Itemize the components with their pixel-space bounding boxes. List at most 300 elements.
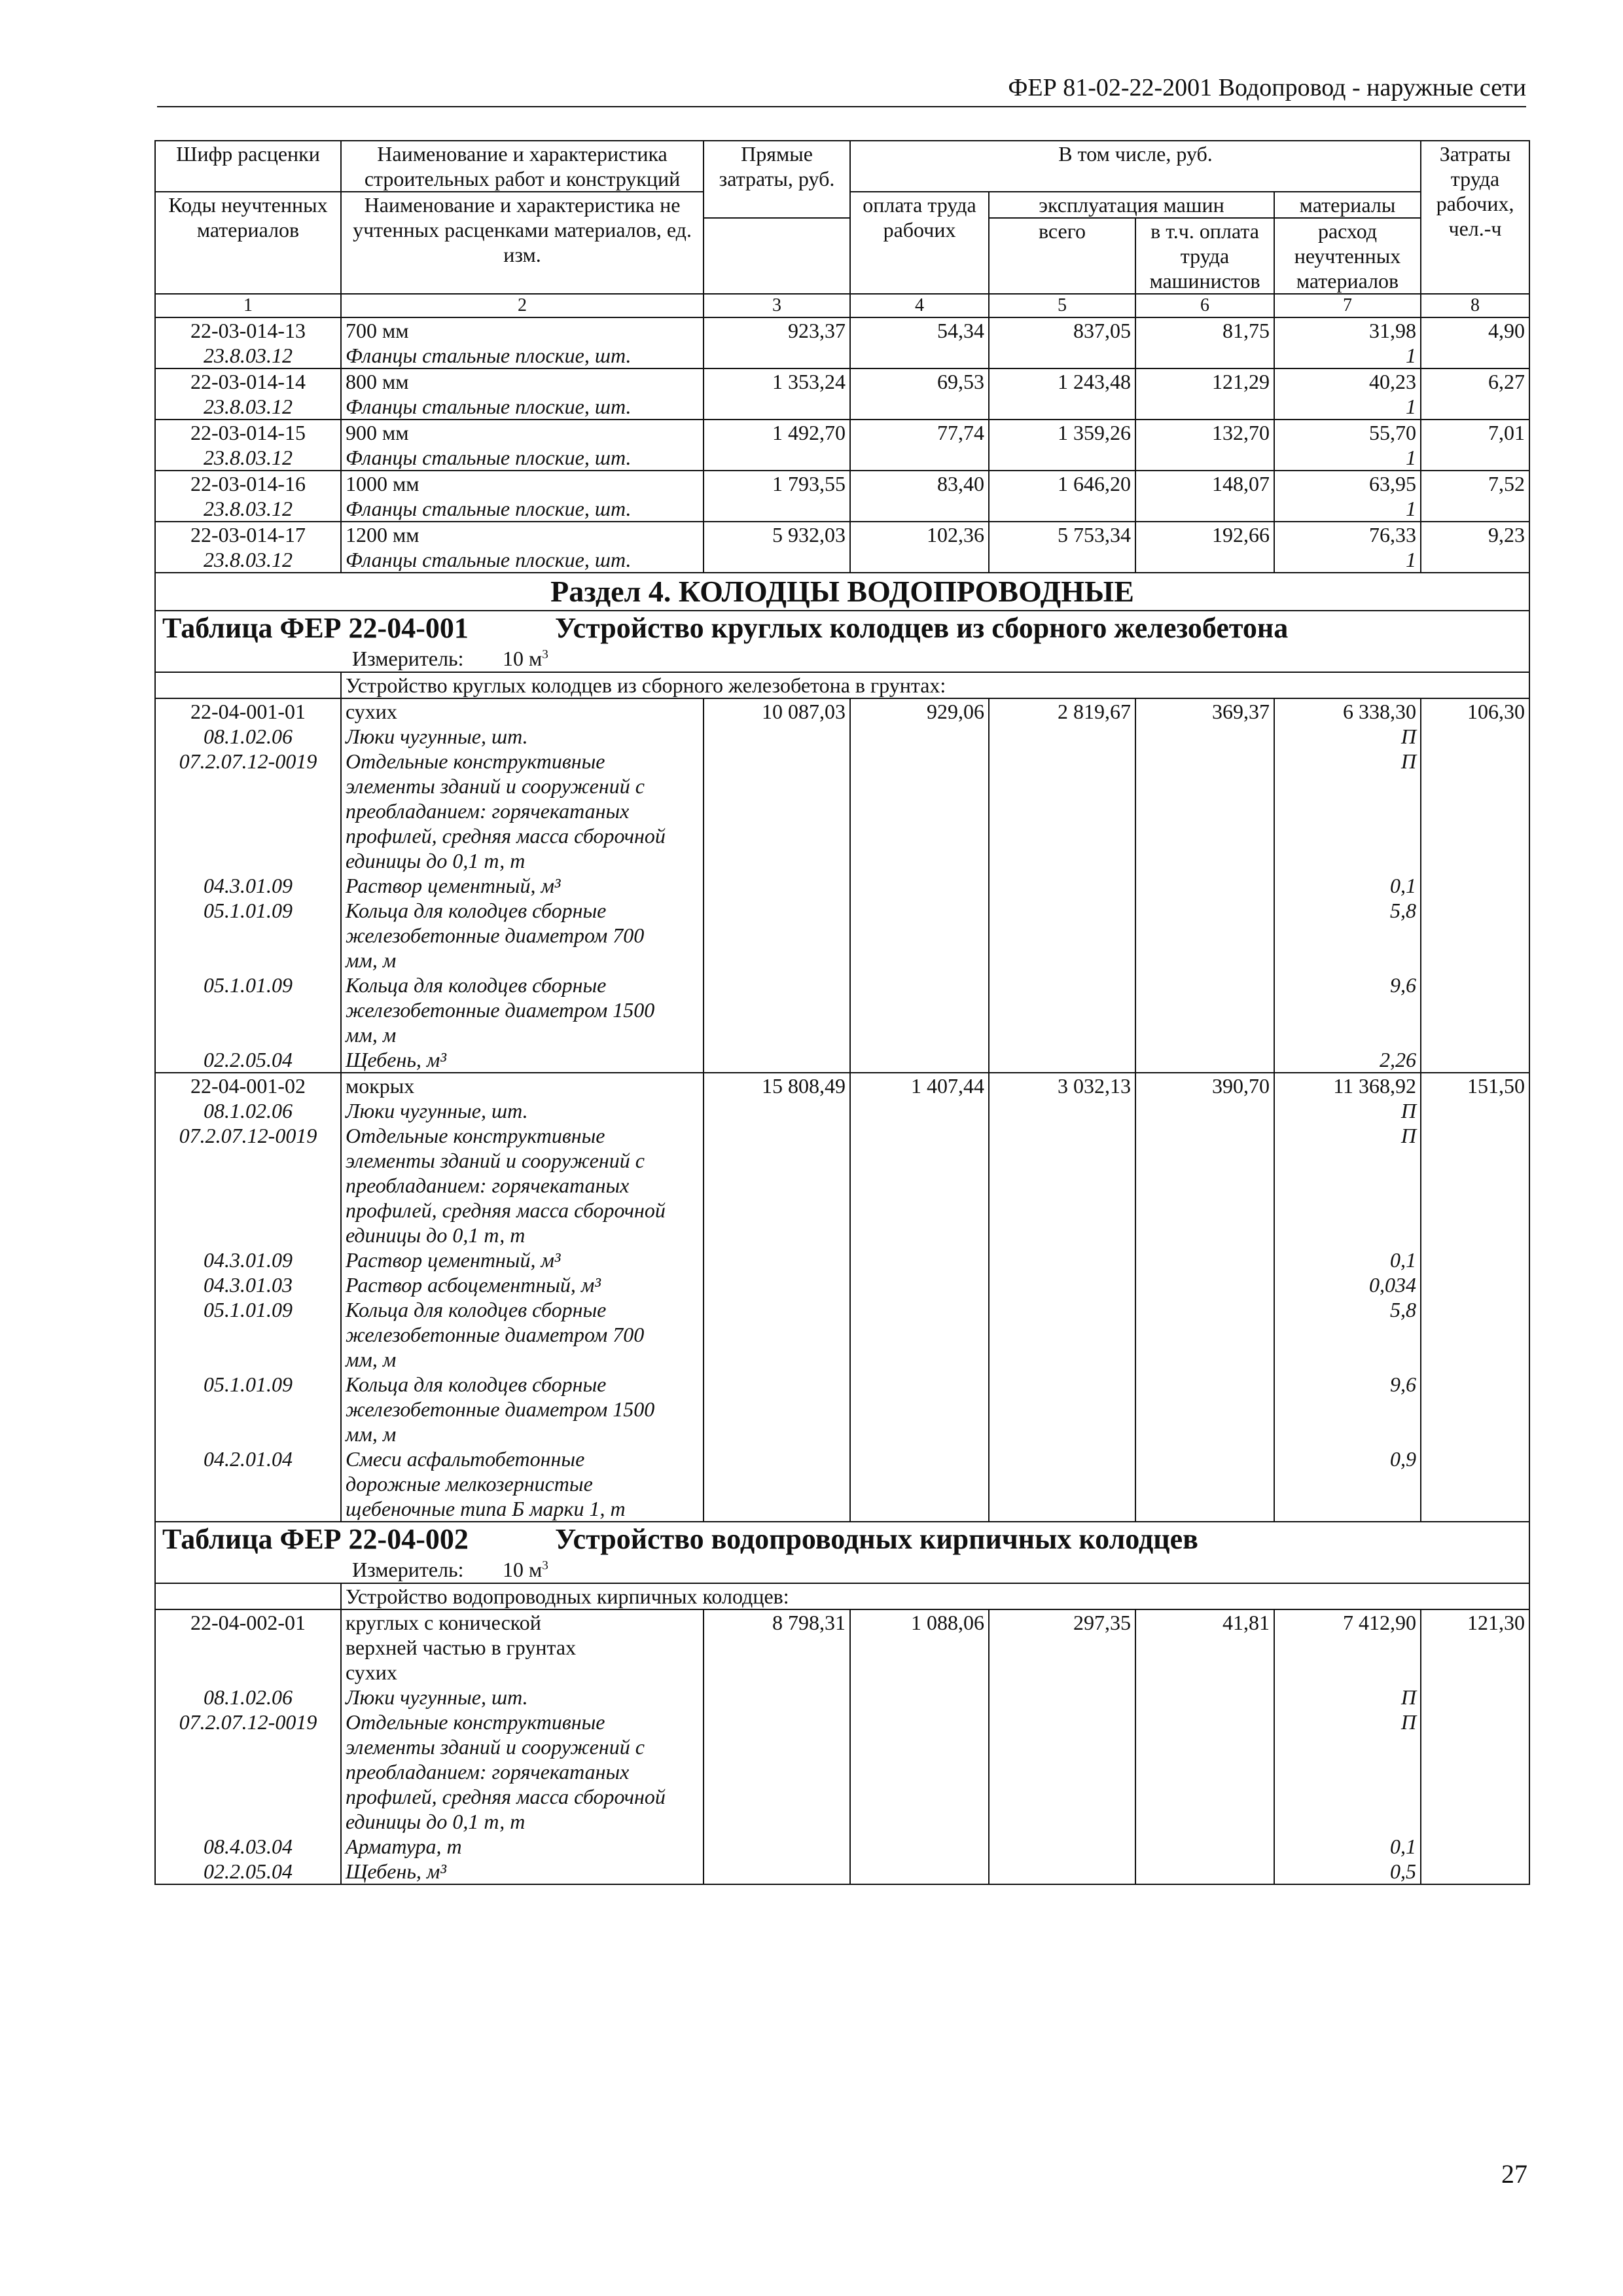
machine-cost: 1 243,48 [989, 368, 1135, 394]
material-code: 04.3.01.09 [155, 873, 341, 898]
rate-code: 22-03-014-17 [155, 522, 341, 547]
machine-operator-cost: 121,29 [1135, 368, 1274, 394]
empty-cell [1421, 898, 1529, 973]
rate-row [155, 1609, 1529, 1685]
material-name: Фланцы стальные плоские, шт. [341, 343, 704, 368]
col-number: 8 [1421, 294, 1529, 317]
table-meter [155, 645, 1529, 672]
material-name-line: элементы зданий и сооружений с [346, 1735, 645, 1759]
rate-row [155, 698, 1529, 724]
col-header-labor: оплата труда рабочих [850, 192, 989, 294]
empty-cell [989, 749, 1135, 873]
machine-cost: 2 819,67 [989, 698, 1135, 724]
rate-code: 22-03-014-16 [155, 471, 341, 496]
material-row [155, 724, 1529, 749]
empty-cell [850, 973, 989, 1047]
empty-cell [1421, 547, 1529, 573]
material-code: 05.1.01.09 [155, 1297, 341, 1372]
empty-cell [1135, 873, 1274, 898]
material-name [341, 1372, 704, 1446]
material-name-line: преобладанием: горячекатаных [346, 799, 630, 823]
col-header-code: Шифр расценки [155, 141, 341, 192]
group-heading: Устройство водопроводных кирпичных колодцев: [341, 1583, 1529, 1609]
material-row [155, 394, 1529, 420]
material-name-line: мм, м [346, 1422, 397, 1446]
labor-cost: 69,53 [850, 368, 989, 394]
empty-cell [989, 1710, 1135, 1834]
empty-cell [704, 898, 850, 973]
empty-cell [1135, 1272, 1274, 1297]
rate-description-line: круглых с конической [346, 1611, 541, 1634]
material-row [155, 1047, 1529, 1073]
empty-cell [989, 1297, 1135, 1372]
material-name-line: единицы до 0,1 т, т [346, 849, 526, 872]
price-table [154, 140, 1530, 1885]
material-row [155, 973, 1529, 1047]
material-name [341, 1834, 704, 1859]
material-name-line: Отдельные конструктивные [346, 1710, 605, 1734]
empty-cell [1421, 496, 1529, 522]
empty-cell [1135, 1834, 1274, 1859]
empty-cell [850, 1272, 989, 1297]
rate-description: 800 мм [341, 368, 704, 394]
empty-cell [704, 547, 850, 573]
empty-cell [1135, 1710, 1274, 1834]
material-name [341, 1446, 704, 1522]
material-code: 23.8.03.12 [155, 343, 341, 368]
material-row [155, 1685, 1529, 1710]
empty-cell [850, 1247, 989, 1272]
empty-cell [1421, 873, 1529, 898]
direct-cost: 923,37 [704, 317, 850, 343]
labor-cost: 54,34 [850, 317, 989, 343]
material-code: 07.2.07.12-0019 [155, 749, 341, 873]
material-name-line: профилей, средняя масса сборочной [346, 824, 666, 848]
col-number: 1 [155, 294, 341, 317]
labor-hours: 6,27 [1421, 368, 1529, 394]
col-number: 2 [341, 294, 704, 317]
empty-cell [989, 1446, 1135, 1522]
empty-cell [704, 1047, 850, 1073]
empty-cell [1421, 1297, 1529, 1372]
material-row [155, 445, 1529, 471]
material-code: 08.1.02.06 [155, 1685, 341, 1710]
empty-cell [1421, 1123, 1529, 1247]
material-row [155, 1297, 1529, 1372]
material-quantity: 0,5 [1274, 1859, 1421, 1884]
empty-cell [850, 1685, 989, 1710]
empty-cell [989, 873, 1135, 898]
rate-description: 1200 мм [341, 522, 704, 547]
material-name-line: Кольца для колодцев сборные [346, 1372, 607, 1396]
direct-cost: 15 808,49 [704, 1073, 850, 1098]
labor-hours: 106,30 [1421, 698, 1529, 724]
empty-cell [704, 394, 850, 420]
empty-cell [1421, 1834, 1529, 1859]
empty-cell [1135, 1372, 1274, 1446]
empty-cell [1421, 1446, 1529, 1522]
machine-operator-cost: 41,81 [1135, 1609, 1274, 1685]
table-meter [155, 1556, 1529, 1583]
material-quantity: П [1274, 1098, 1421, 1123]
empty-cell [850, 873, 989, 898]
empty-cell [1421, 724, 1529, 749]
material-name [341, 973, 704, 1047]
col-header-machines: эксплуатация машин [989, 192, 1274, 218]
material-code: 04.2.01.04 [155, 1446, 341, 1522]
machine-cost: 297,35 [989, 1609, 1135, 1685]
material-name: Фланцы стальные плоские, шт. [341, 547, 704, 573]
col-header-including: В том числе, руб. [850, 141, 1421, 192]
meter-label: Измеритель: [352, 1558, 464, 1581]
material-quantity: 5,8 [1274, 898, 1421, 973]
table-title-row [155, 611, 1529, 645]
material-name-line: железобетонные диаметром 1500 [346, 998, 655, 1022]
empty-cell [704, 1372, 850, 1446]
material-name-line: Раствор асбоцементный, м³ [346, 1273, 601, 1297]
empty-cell [1421, 1685, 1529, 1710]
material-name-line: Отдельные конструктивные [346, 749, 605, 773]
col-number: 3 [704, 294, 850, 317]
material-name-line: Раствор цементный, м³ [346, 874, 561, 897]
meter-unit-power: 3 [542, 647, 548, 662]
empty-cell [1135, 1297, 1274, 1372]
material-code: 23.8.03.12 [155, 394, 341, 420]
empty-cell [989, 547, 1135, 573]
empty-cell [989, 343, 1135, 368]
empty-cell [850, 1297, 989, 1372]
material-name-line: Смеси асфальтобетонные [346, 1447, 585, 1471]
empty-cell [1135, 343, 1274, 368]
labor-hours: 151,50 [1421, 1073, 1529, 1098]
empty-cell [989, 898, 1135, 973]
rate-code: 22-04-002-01 [155, 1609, 341, 1685]
empty-cell [1135, 547, 1274, 573]
empty-cell [1135, 1098, 1274, 1123]
empty-cell [989, 973, 1135, 1047]
machine-cost: 1 646,20 [989, 471, 1135, 496]
empty-cell [704, 1247, 850, 1272]
labor-hours: 7,01 [1421, 420, 1529, 445]
material-row [155, 1834, 1529, 1859]
material-row [155, 1272, 1529, 1297]
empty-cell [850, 724, 989, 749]
material-name [341, 724, 704, 749]
material-name-line: элементы зданий и сооружений с [346, 1149, 645, 1172]
material-quantity: 2,26 [1274, 1047, 1421, 1073]
material-code: 05.1.01.09 [155, 1372, 341, 1446]
material-name-line: мм, м [346, 1023, 397, 1047]
empty-cell [155, 1583, 341, 1609]
labor-cost: 77,74 [850, 420, 989, 445]
material-name-line: Кольца для колодцев сборные [346, 973, 607, 997]
material-name-line: Отдельные конструктивные [346, 1124, 605, 1147]
labor-cost: 1 088,06 [850, 1609, 989, 1685]
material-cost: 6 338,30 [1274, 698, 1421, 724]
material-name: Фланцы стальные плоские, шт. [341, 496, 704, 522]
empty-cell [1421, 1047, 1529, 1073]
material-cost: 63,95 [1274, 471, 1421, 496]
material-name-line: Арматура, т [346, 1835, 462, 1858]
material-name [341, 873, 704, 898]
section-title-row [155, 573, 1529, 611]
group-row [155, 672, 1529, 698]
empty-cell [1135, 973, 1274, 1047]
material-code: 05.1.01.09 [155, 898, 341, 973]
material-row [155, 1859, 1529, 1884]
material-code: 04.3.01.09 [155, 1247, 341, 1272]
material-quantity: П [1274, 724, 1421, 749]
table-name: Устройство круглых колодцев из сборного железобетона [555, 612, 1289, 644]
col-number: 7 [1274, 294, 1421, 317]
material-name-line: элементы зданий и сооружений с [346, 774, 645, 798]
col-header-material-names: Наименование и характеристика не учтенных расценками материалов, ед. изм. [341, 192, 704, 294]
empty-cell [704, 724, 850, 749]
empty-cell [1421, 1710, 1529, 1834]
empty-cell [1421, 1859, 1529, 1884]
material-name-line: профилей, средняя масса сборочной [346, 1198, 666, 1222]
material-code: 08.1.02.06 [155, 724, 341, 749]
material-row [155, 547, 1529, 573]
rate-description [341, 1609, 704, 1685]
material-quantity: П [1274, 1710, 1421, 1834]
empty-cell [850, 1859, 989, 1884]
material-name-line: преобладанием: горячекатаных [346, 1174, 630, 1197]
empty-cell [989, 496, 1135, 522]
material-name-line: железобетонные диаметром 700 [346, 1323, 645, 1346]
material-code: 23.8.03.12 [155, 547, 341, 573]
empty-cell [704, 973, 850, 1047]
col-header-name: Наименование и характеристика строительных работ и конструкций [341, 141, 704, 192]
material-quantity: 9,6 [1274, 1372, 1421, 1446]
rate-row [155, 471, 1529, 496]
column-numbers-row [155, 294, 1529, 317]
material-name [341, 1710, 704, 1834]
material-name-line: железобетонные диаметром 700 [346, 924, 645, 947]
material-quantity: 0,1 [1274, 1247, 1421, 1272]
rate-row [155, 1073, 1529, 1098]
empty-cell [1135, 1446, 1274, 1522]
rate-row [155, 368, 1529, 394]
material-row [155, 343, 1529, 368]
material-cost: 31,98 [1274, 317, 1421, 343]
empty-cell [850, 1710, 989, 1834]
empty-cell [850, 898, 989, 973]
empty-cell [704, 1123, 850, 1247]
empty-cell [989, 1247, 1135, 1272]
material-name-line: Щебень, м³ [346, 1859, 446, 1883]
direct-cost: 1 793,55 [704, 471, 850, 496]
table-number: Таблица ФЕР 22-04-001 [162, 612, 469, 644]
empty-cell [989, 724, 1135, 749]
direct-cost: 1 492,70 [704, 420, 850, 445]
material-code: 02.2.05.04 [155, 1047, 341, 1073]
empty-cell [704, 1272, 850, 1297]
empty-cell [850, 1123, 989, 1247]
machine-operator-cost: 148,07 [1135, 471, 1274, 496]
empty-cell [1421, 1247, 1529, 1272]
material-name-line: мм, м [346, 948, 397, 972]
empty-cell [1421, 749, 1529, 873]
machine-operator-cost: 369,37 [1135, 698, 1274, 724]
empty-cell [989, 1372, 1135, 1446]
rate-code: 22-03-014-14 [155, 368, 341, 394]
rate-code: 22-04-001-01 [155, 698, 341, 724]
material-quantity: 1 [1274, 394, 1421, 420]
material-name-line: Люки чугунные, шт. [346, 1685, 528, 1709]
table-title [155, 1522, 1529, 1556]
machine-operator-cost: 132,70 [1135, 420, 1274, 445]
material-name-line: железобетонные диаметром 1500 [346, 1397, 655, 1421]
material-quantity: 0,1 [1274, 1834, 1421, 1859]
material-name [341, 1098, 704, 1123]
material-quantity: 5,8 [1274, 1297, 1421, 1372]
material-name [341, 1685, 704, 1710]
material-name [341, 1859, 704, 1884]
direct-cost: 8 798,31 [704, 1609, 850, 1685]
col-number: 6 [1135, 294, 1274, 317]
material-quantity: 1 [1274, 547, 1421, 573]
empty-cell [850, 445, 989, 471]
rate-description: 700 мм [341, 317, 704, 343]
material-name [341, 898, 704, 973]
rate-description: мокрых [341, 1073, 704, 1098]
table-title [155, 611, 1529, 645]
material-name: Фланцы стальные плоские, шт. [341, 394, 704, 420]
material-name-line: мм, м [346, 1348, 397, 1371]
empty-cell [850, 1098, 989, 1123]
empty-cell [850, 749, 989, 873]
table-title-row [155, 1522, 1529, 1556]
group-row [155, 1583, 1529, 1609]
labor-cost: 102,36 [850, 522, 989, 547]
material-code: 07.2.07.12-0019 [155, 1710, 341, 1834]
meter-row [155, 645, 1529, 672]
labor-cost: 1 407,44 [850, 1073, 989, 1098]
material-name [341, 1297, 704, 1372]
rate-description: 1000 мм [341, 471, 704, 496]
meter-label: Измеритель: [352, 647, 464, 670]
material-cost: 40,23 [1274, 368, 1421, 394]
group-heading: Устройство круглых колодцев из сборного железобетона в грунтах: [341, 672, 1529, 698]
material-code: 23.8.03.12 [155, 445, 341, 471]
material-name [341, 1247, 704, 1272]
material-row [155, 1446, 1529, 1522]
machine-cost: 5 753,34 [989, 522, 1135, 547]
empty-cell [704, 343, 850, 368]
empty-cell [1135, 749, 1274, 873]
material-quantity: 1 [1274, 343, 1421, 368]
empty-cell [704, 873, 850, 898]
empty-cell [1421, 1372, 1529, 1446]
material-name-line: Люки чугунные, шт. [346, 725, 528, 748]
col-number: 5 [989, 294, 1135, 317]
material-code: 05.1.01.09 [155, 973, 341, 1047]
section-title: Раздел 4. КОЛОДЦЫ ВОДОПРОВОДНЫЕ [155, 573, 1529, 611]
rate-row [155, 522, 1529, 547]
labor-hours: 9,23 [1421, 522, 1529, 547]
material-cost: 55,70 [1274, 420, 1421, 445]
col-header-mach-labor: в т.ч. оплата труда машинистов [1135, 218, 1274, 294]
material-row [155, 1098, 1529, 1123]
material-quantity: П [1274, 1123, 1421, 1247]
empty-cell [989, 445, 1135, 471]
direct-cost: 1 353,24 [704, 368, 850, 394]
empty-cell [704, 1685, 850, 1710]
running-header: ФЕР 81-02-22-2001 Водопровод - наружные сети [157, 73, 1526, 107]
material-quantity: 1 [1274, 496, 1421, 522]
rate-code: 22-03-014-13 [155, 317, 341, 343]
empty-cell [1135, 898, 1274, 973]
material-row [155, 1247, 1529, 1272]
empty-cell [1135, 724, 1274, 749]
labor-cost: 83,40 [850, 471, 989, 496]
empty-cell [704, 1710, 850, 1834]
material-name-line: Щебень, м³ [346, 1048, 446, 1071]
empty-cell [155, 672, 341, 698]
material-name-line: Кольца для колодцев сборные [346, 1298, 607, 1321]
machine-cost: 3 032,13 [989, 1073, 1135, 1098]
material-name-line: дорожные мелкозернистые [346, 1472, 593, 1496]
direct-cost: 5 932,03 [704, 522, 850, 547]
rate-description-line: верхней частью в грунтах [346, 1636, 577, 1659]
empty-cell [1421, 973, 1529, 1047]
empty-cell [704, 1859, 850, 1884]
empty-cell [1421, 343, 1529, 368]
col-header-direct-spacer [704, 218, 850, 294]
material-quantity: 0,1 [1274, 873, 1421, 898]
empty-cell [1135, 1047, 1274, 1073]
material-cost: 7 412,90 [1274, 1609, 1421, 1685]
col-header-materials: материалы [1274, 192, 1421, 218]
material-name-line: Люки чугунные, шт. [346, 1099, 528, 1122]
material-name-line: единицы до 0,1 т, т [346, 1810, 526, 1833]
material-name [341, 749, 704, 873]
empty-cell [989, 1123, 1135, 1247]
empty-cell [704, 749, 850, 873]
rate-code: 22-03-014-15 [155, 420, 341, 445]
material-row [155, 1710, 1529, 1834]
table-name: Устройство водопроводных кирпичных колодцев [555, 1523, 1198, 1555]
table-number: Таблица ФЕР 22-04-002 [162, 1523, 469, 1555]
empty-cell [850, 394, 989, 420]
machine-operator-cost: 192,66 [1135, 522, 1274, 547]
page-number: 27 [1501, 2159, 1527, 2189]
empty-cell [989, 1859, 1135, 1884]
material-quantity: П [1274, 1685, 1421, 1710]
material-name-line: единицы до 0,1 т, т [346, 1223, 526, 1247]
material-row [155, 496, 1529, 522]
material-code: 02.2.05.04 [155, 1859, 341, 1884]
empty-cell [704, 496, 850, 522]
empty-cell [850, 1446, 989, 1522]
empty-cell [850, 343, 989, 368]
labor-hours: 7,52 [1421, 471, 1529, 496]
empty-cell [1135, 1859, 1274, 1884]
machine-operator-cost: 390,70 [1135, 1073, 1274, 1098]
material-name-line: профилей, средняя масса сборочной [346, 1785, 666, 1808]
empty-cell [989, 1685, 1135, 1710]
col-header-mach-total: всего [989, 218, 1135, 294]
empty-cell [1135, 394, 1274, 420]
material-quantity: 9,6 [1274, 973, 1421, 1047]
rate-row [155, 420, 1529, 445]
empty-cell [989, 1047, 1135, 1073]
price-table-body [155, 141, 1529, 1884]
material-code: 23.8.03.12 [155, 496, 341, 522]
empty-cell [1135, 1123, 1274, 1247]
meter-unit-power: 3 [542, 1558, 548, 1573]
